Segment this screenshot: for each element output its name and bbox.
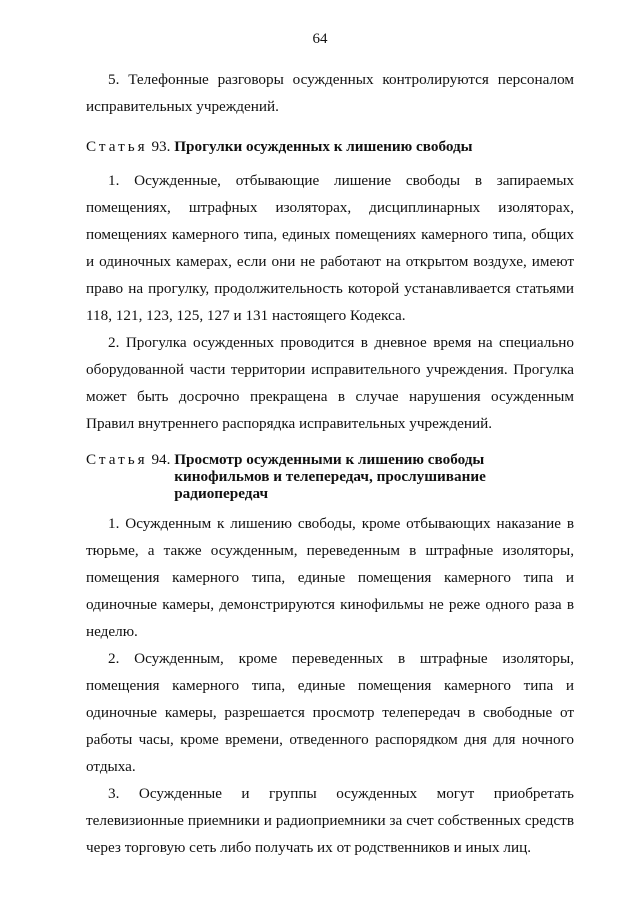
paragraph-5-phones: 5. Телефонные разговоры осужденных контролируются персоналом исправительных учреждений.: [86, 71, 574, 115]
article-94-title: [174, 449, 486, 502]
article-94-title-line-3: радиопередач: [174, 485, 269, 502]
paragraph-5-block: [86, 66, 574, 120]
article-94-number: 94.: [151, 451, 171, 468]
article-93-paragraph-1: 1. Осужденные, отбывающие лишение свободы в запираемых помещениях, штрафных изоляторах, дисциплинарных изоляторах, помещениях камерного типа, единых помещениях камерного типа, общих и одиночных камерах, если они не работают на открытом воздухе, имеют право на прогулку, продолжительность которой устанавливается статьями 118, 121, 123, 125, 127 и 131 настоящего Кодекса.: [86, 172, 574, 324]
article-94-label: Статья: [86, 451, 148, 468]
article-94-title-line-1: Просмотр осужденными к лишению свободы: [174, 451, 485, 468]
article-94-heading: [86, 449, 574, 502]
page-number: 64: [312, 31, 328, 47]
article-93-title: Прогулки осужденных к лишению свободы: [174, 138, 473, 155]
article-94-paragraph-2: 2. Осужденным, кроме переведенных в штрафные изоляторы, помещения камерного типа, единые помещения камерного типа и одиночные камеры, разрешается просмотр телепередач в свободные от работы часы, кроме времени, отведенного распорядком дня для ночного отдыха.: [86, 650, 574, 775]
article-93-heading: [86, 136, 574, 158]
article-94-label-wrap: [86, 449, 174, 502]
article-94-paragraph-3: 3. Осужденные и группы осужденных могут приобретать телевизионные приемники и радиоприемники за счет собственных средств через торговую сеть либо получать их от родственников и иных лиц.: [86, 785, 574, 856]
article-94-title-line-2: кинофильмов и телепередач, прослушивание: [174, 468, 486, 485]
article-93-number: 93.: [151, 138, 171, 155]
article-94-paragraph-1: 1. Осужденным к лишению свободы, кроме отбывающих наказание в тюрьме, а также осужденным, переведенным в штрафные изоляторы, помещения камерного типа, единые помещения камерного типа и одиночные камеры, демонстрируются кинофильмы не реже одного раза в неделю.: [86, 515, 574, 640]
article-93-label: Статья: [86, 138, 148, 155]
article-93-body: [86, 167, 574, 437]
article-93-paragraph-2: 2. Прогулка осужденных проводится в дневное время на специально оборудованной части территории исправительного учреждения. Прогулка может быть досрочно прекращена в случае нарушения осужденным Правил внутреннего распорядка исправительных учреждений.: [86, 334, 574, 432]
article-94-body: [86, 510, 574, 861]
